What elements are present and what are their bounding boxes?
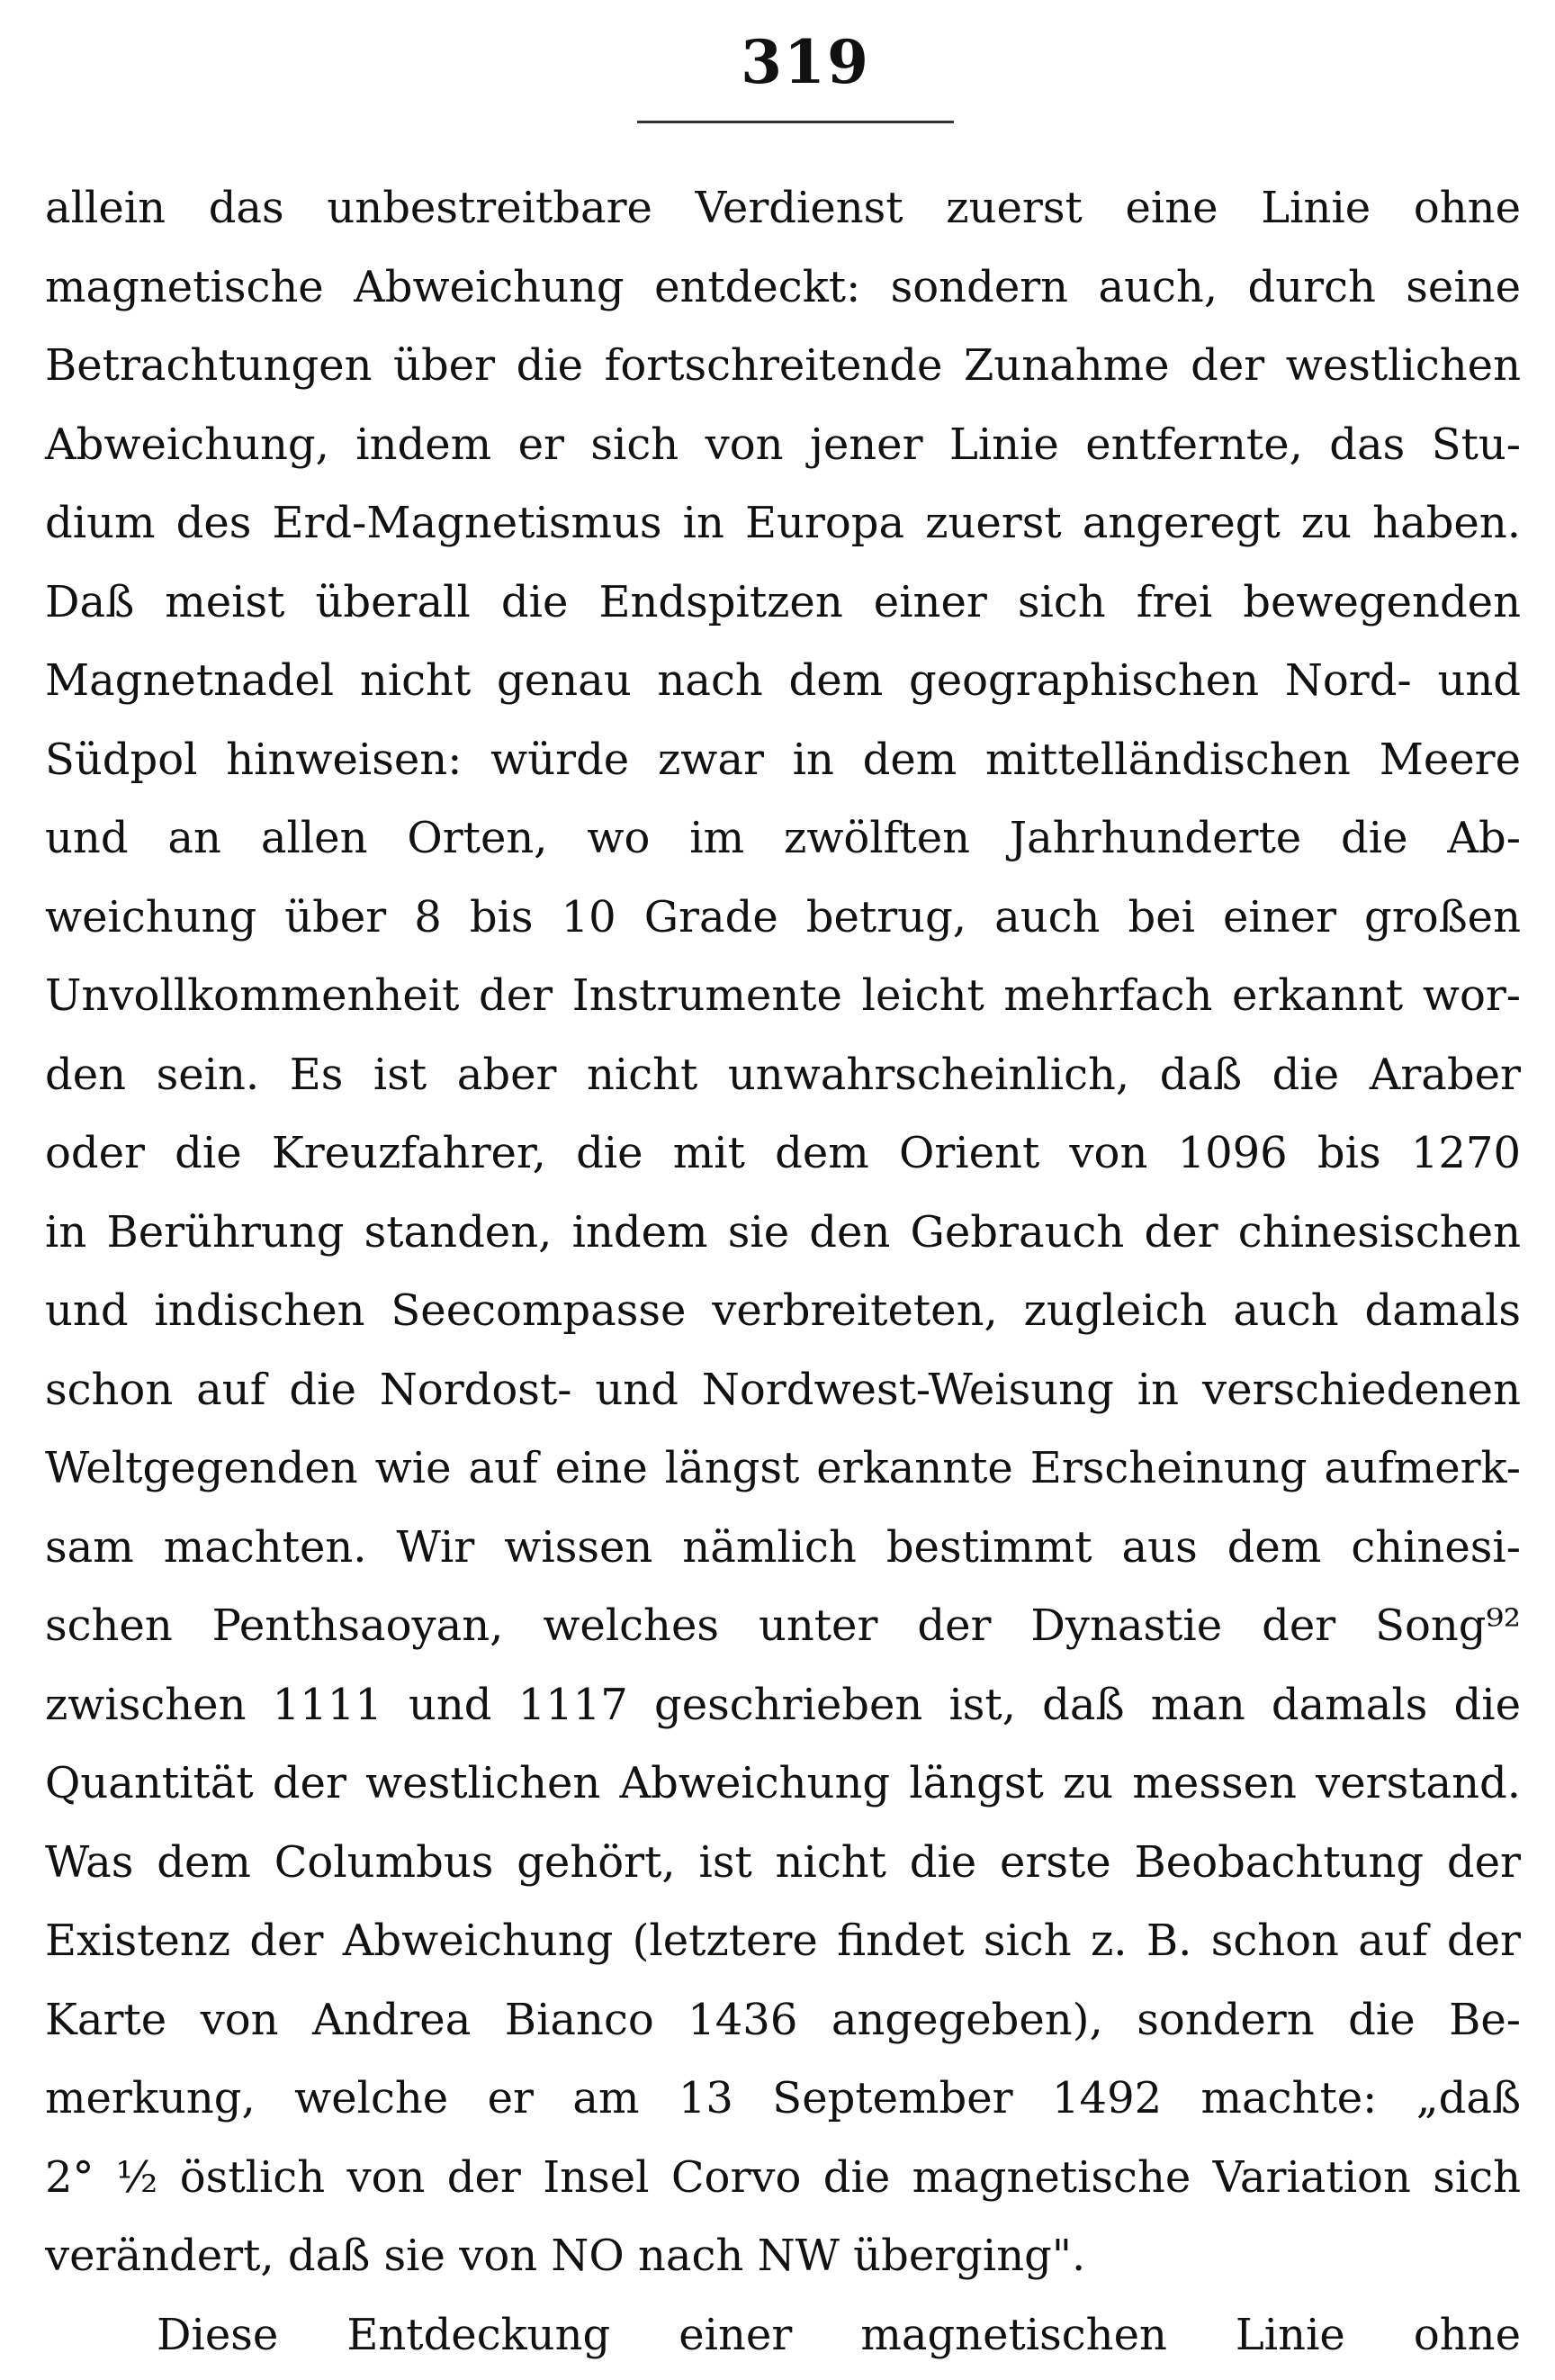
text-line: magnetische Abweichung entdeckt: sondern auch, durch seine <box>45 261 1521 312</box>
text-line: den sein. Es ist aber nicht unwahrscheinlich, daß die Araber <box>45 1049 1521 1100</box>
text-line: allein das unbestreitbare Verdienst zuerst eine Linie ohne <box>45 183 1521 233</box>
text-line: verändert, daß sie von NO nach NW überging". <box>45 2231 1086 2281</box>
text-line: Magnetnadel nicht genau nach dem geographischen Nord- und <box>45 655 1521 706</box>
text-line: oder die Kreuzfahrer, die mit dem Orient von 1096 bis 1270 <box>45 1128 1521 1178</box>
text-line: Betrachtungen über die fortschreitende Zunahme der westlichen <box>45 340 1521 391</box>
text-line: sam machten. Wir wissen nämlich bestimmt aus dem chinesi- <box>45 1521 1521 1573</box>
text-line: und an allen Orten, wo im zwölften Jahrhunderte die Ab- <box>45 813 1521 863</box>
text-line: schen Penthsaoyan, welches unter der Dynastie der Song⁹² <box>45 1600 1521 1651</box>
text-line: Unvollkommenheit der Instrumente leicht mehrfach erkannt wor- <box>45 970 1521 1021</box>
text-line: merkung, welche er am 13 September 1492 machte: „daß <box>45 2073 1521 2123</box>
text-line: in Berührung standen, indem sie den Gebrauch der chinesischen <box>45 1206 1521 1258</box>
text-line: dium des Erd-Magnetismus in Europa zuerst angeregt zu haben. <box>45 498 1521 548</box>
page-number: 319 <box>741 27 870 97</box>
text-line: Diese Entdeckung einer magnetischen Linie ohne <box>157 2309 1521 2360</box>
text-line: Weltgegenden wie auf eine längst erkannte Erscheinung aufmerk- <box>45 1443 1521 1493</box>
header-rule <box>637 121 954 123</box>
text-line: Karte von Andrea Bianco 1436 angegeben), sondern die Be- <box>45 1994 1521 2045</box>
text-line: 2° ½ östlich von der Insel Corvo die magnetische Variation sich <box>45 2151 1521 2203</box>
text-line: weichung über 8 bis 10 Grade betrug, auch bei einer großen <box>45 891 1521 942</box>
text-line: Quantität der westlichen Abweichung längst zu messen verstand. <box>45 1758 1521 1808</box>
text-line: Abweichung, indem er sich von jener Linie entfernte, das Stu- <box>45 419 1521 470</box>
text-line: Was dem Columbus gehört, ist nicht die erste Beobachtung der <box>45 1836 1521 1888</box>
text-line: Existenz der Abweichung (letztere findet sich z. B. schon auf der <box>45 1916 1521 1966</box>
text-line: und indischen Seecompasse verbreiteten, zugleich auch damals <box>45 1285 1521 1336</box>
text-line: zwischen 1111 und 1117 geschrieben ist, daß man damals die <box>45 1679 1521 1730</box>
text-line: Südpol hinweisen: würde zwar in dem mittelländischen Meere <box>45 734 1521 785</box>
text-line: schon auf die Nordost- und Nordwest-Weisung in verschiedenen <box>45 1364 1521 1415</box>
text-line: Daß meist überall die Endspitzen einer sich frei bewegenden <box>45 576 1521 627</box>
body-text <box>45 169 1521 2375</box>
